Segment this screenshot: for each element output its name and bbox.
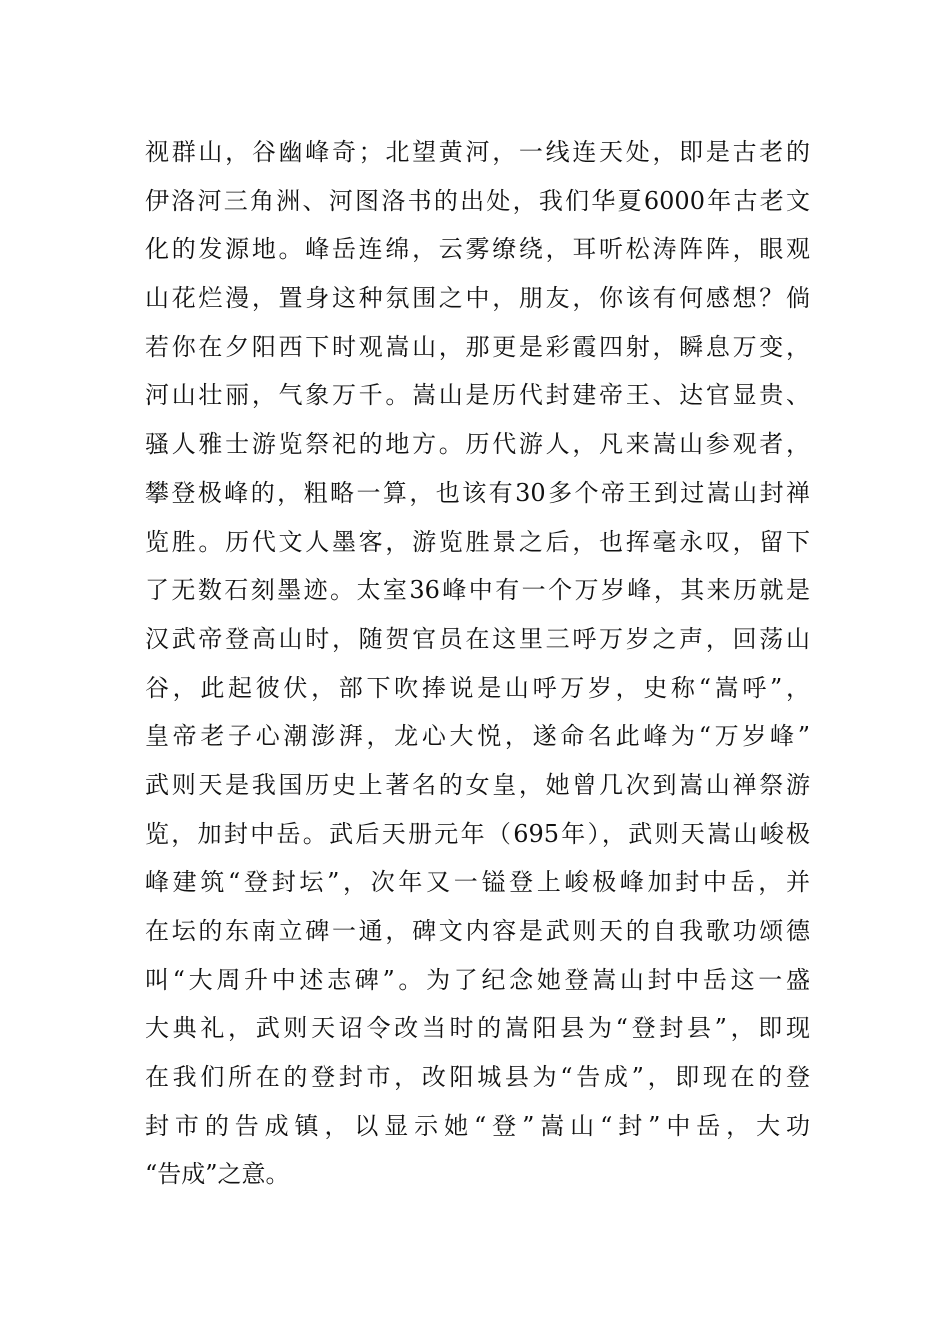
body-text bbox=[145, 128, 810, 1199]
text-line: 若你在夕阳西下时观嵩山，那更是彩霞四射，瞬息万变， bbox=[145, 332, 810, 361]
text-line: 武则天是我国历史上著名的女皇，她曾几次到嵩山禅祭游 bbox=[145, 770, 810, 799]
text-line: 览，加封中岳。武后天册元年（695年），武则天嵩山峻极 bbox=[145, 819, 810, 848]
text-line: 大典礼，武则天诏令改当时的嵩阳县为“登封县”，即现 bbox=[145, 1014, 810, 1043]
text-line: 汉武帝登高山时，随贺官员在这里三呼万岁之声，回荡山 bbox=[145, 624, 810, 653]
text-line: 皇帝老子心潮澎湃，龙心大悦，遂命名此峰为“万岁峰” bbox=[145, 722, 810, 751]
text-line: 伊洛河三角洲、河图洛书的出处，我们华夏6000年古老文 bbox=[145, 186, 810, 215]
text-line: 攀登极峰的，粗略一算，也该有30多个帝王到过嵩山封禅 bbox=[145, 478, 810, 507]
text-line: 了无数石刻墨迹。太室36峰中有一个万岁峰，其来历就是 bbox=[145, 576, 810, 605]
text-line: 视群山，谷幽峰奇；北望黄河，一线连天处，即是古老的 bbox=[145, 138, 810, 166]
text-line: 览胜。历代文人墨客，游览胜景之后，也挥毫永叹，留下 bbox=[145, 527, 810, 556]
text-line: 山花烂漫，置身这种氛围之中，朋友，你该有何感想？倘 bbox=[145, 284, 810, 313]
text-line: “告成”之意。 bbox=[145, 1160, 290, 1189]
text-line: 河山壮丽，气象万千。嵩山是历代封建帝王、达官显贵、 bbox=[145, 381, 810, 410]
text-line: 在坛的东南立碑一通，碑文内容是武则天的自我歌功颂德 bbox=[145, 917, 810, 945]
text-line: 峰建筑“登封坛”，次年又一镒登上峻极峰加封中岳，并 bbox=[145, 868, 810, 897]
text-line: 骚人雅士游览祭祀的地方。历代游人，凡来嵩山参观者， bbox=[145, 430, 810, 459]
text-line: 在我们所在的登封市，改阳城县为“告成”，即现在的登 bbox=[145, 1063, 810, 1092]
text-line: 谷，此起彼伏，部下吹捧说是山呼万岁，史称“嵩呼”， bbox=[145, 673, 810, 702]
text-line: 封市的告成镇，以显示她“登”嵩山“封”中岳，大功 bbox=[145, 1111, 810, 1140]
text-line: 叫“大周升中述志碑”。为了纪念她登嵩山封中岳这一盛 bbox=[145, 965, 810, 994]
text-line: 化的发源地。峰岳连绵，云雾缭绕，耳听松涛阵阵，眼观 bbox=[145, 235, 810, 264]
